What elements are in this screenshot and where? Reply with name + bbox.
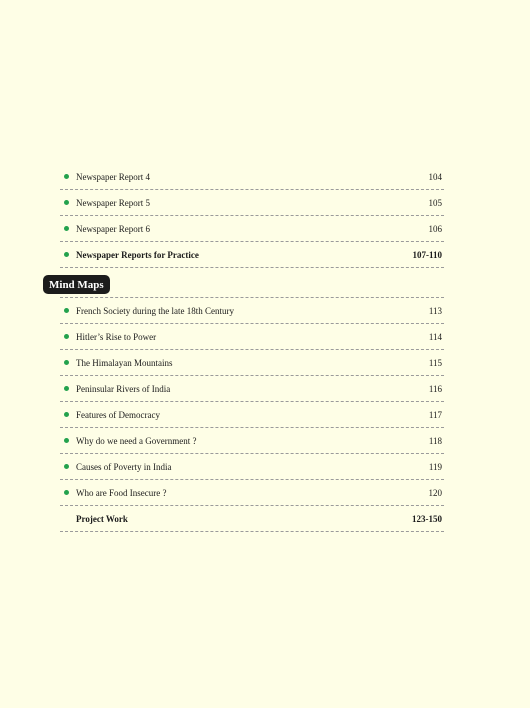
toc-entry-page-number: 120 (428, 487, 442, 498)
bullet-icon (64, 490, 69, 495)
toc-entry[interactable] (60, 506, 444, 532)
toc-entry-page-number: 116 (428, 383, 442, 394)
bullet-icon (64, 200, 69, 205)
bullet-icon (64, 386, 69, 391)
toc-entry-page-number: 113 (428, 305, 442, 316)
section-heading-mind-maps: Mind Maps (43, 275, 110, 294)
toc-entry-title: Causes of Poverty in India (76, 461, 172, 472)
bullet-icon (64, 412, 69, 417)
toc-entry[interactable] (60, 376, 444, 402)
toc-entry-title: Newspaper Report 4 (76, 171, 150, 182)
toc-entry-title: Who are Food Insecure ? (76, 487, 167, 498)
toc-entry-page-number: 117 (428, 409, 442, 420)
toc-entry-title: Newspaper Report 6 (76, 223, 150, 234)
toc-entry-title: Hitler’s Rise to Power (76, 331, 157, 342)
toc-entry-page-number: 106 (428, 223, 442, 234)
toc-entry-page-number: 119 (428, 461, 442, 472)
toc-entry[interactable] (60, 190, 444, 216)
bullet-icon (64, 226, 69, 231)
bullet-icon (64, 334, 69, 339)
toc-entry[interactable] (60, 216, 444, 242)
toc-newspaper-reports (60, 164, 444, 268)
bullet-icon (64, 438, 69, 443)
toc-entry-title: The Himalayan Mountains (76, 357, 173, 368)
toc-entry-page-number: 105 (428, 197, 442, 208)
toc-entry-title: Newspaper Reports for Practice (76, 249, 199, 260)
toc-entry-title: Why do we need a Government ? (76, 435, 197, 446)
toc-entry[interactable] (60, 480, 444, 506)
toc-entry[interactable] (60, 298, 444, 324)
toc-entry[interactable] (60, 324, 444, 350)
toc-entry-page-number: 115 (428, 357, 442, 368)
bullet-icon (64, 174, 69, 179)
toc-entry-page-number: 118 (428, 435, 442, 446)
toc-entry-title: Features of Democracy (76, 409, 160, 420)
bullet-icon (64, 252, 69, 257)
toc-entry[interactable] (60, 428, 444, 454)
toc-entry-title: French Society during the late 18th Century (76, 305, 234, 316)
toc-entry-page-number: 104 (428, 171, 442, 182)
toc-entry-title: Peninsular Rivers of India (76, 383, 171, 394)
toc-entry[interactable] (60, 350, 444, 376)
toc-entry-title: Newspaper Report 5 (76, 197, 150, 208)
toc-mind-maps (60, 298, 444, 532)
toc-entry-page-number: 114 (428, 331, 442, 342)
toc-entry[interactable] (60, 164, 444, 190)
bullet-icon (64, 308, 69, 313)
bullet-icon (64, 360, 69, 365)
toc-entry-page-number: 107-110 (412, 249, 442, 260)
toc-entry[interactable] (60, 454, 444, 480)
bullet-icon (64, 464, 69, 469)
toc-entry-page-number: 123-150 (412, 513, 442, 524)
toc-entry[interactable] (60, 242, 444, 268)
toc-entry[interactable] (60, 402, 444, 428)
toc-entry-title: Project Work (76, 513, 128, 524)
